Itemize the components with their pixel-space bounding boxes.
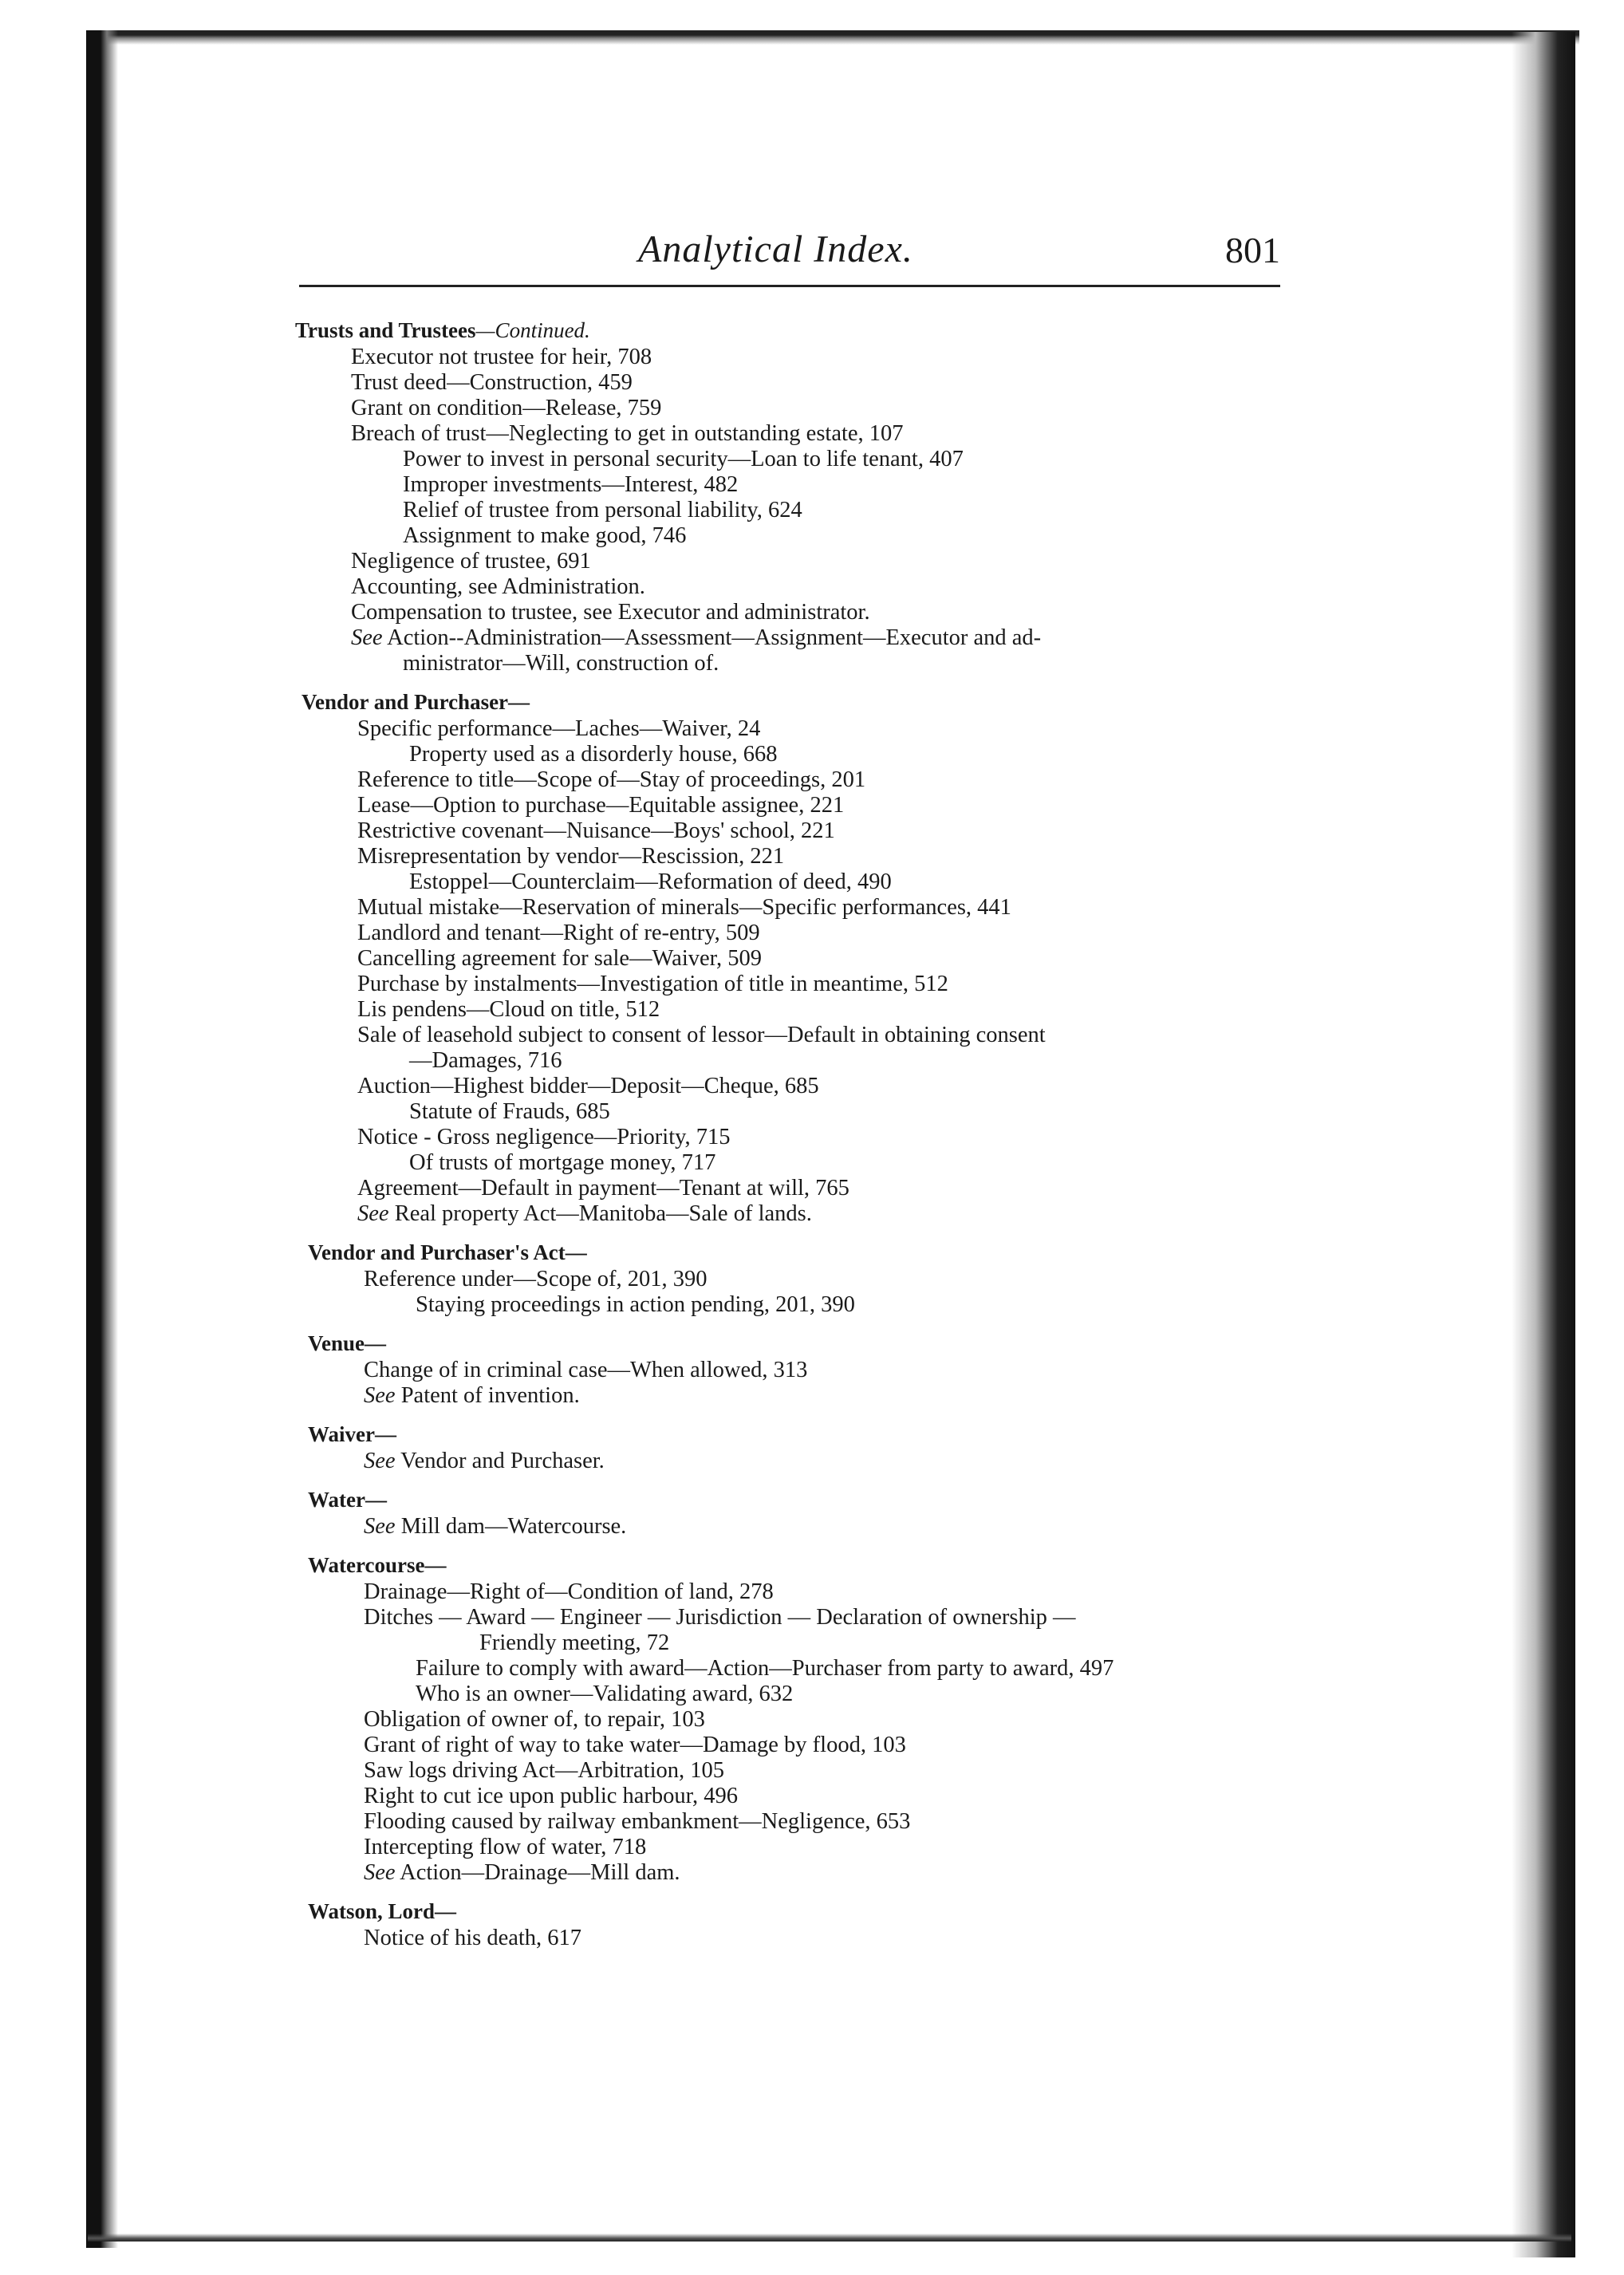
index-heading-text: Trusts and Trustees	[295, 318, 476, 342]
see-reference-label: See	[364, 1514, 396, 1539]
index-heading	[308, 1897, 1324, 1926]
index-subentry-text: Estoppel—Counterclaim—Reformation of deed, 490	[409, 869, 892, 894]
index-subentry	[302, 742, 1324, 767]
page-number: 801	[1225, 230, 1280, 270]
scan-edge-bottom	[88, 2234, 1571, 2241]
index-subentry-text: Power to invest in personal security—Loan to life tenant, 407	[403, 447, 964, 471]
index-subentry-text: Auction—Highest bidder—Deposit—Cheque, 685	[357, 1074, 819, 1098]
see-reference-label: See	[357, 1201, 389, 1226]
index-subentry-text: Compensation to trustee, see Executor and administrator.	[351, 600, 870, 625]
index-subentry	[302, 1125, 1324, 1150]
index-subentry	[308, 1514, 1324, 1540]
index-subentry-text: Action--Administration—Assessment—Assignment—Executor and ad-	[382, 625, 1042, 650]
index-subentry-text: Grant of right of way to take water—Damage by flood, 103	[364, 1733, 906, 1757]
index-entry	[308, 1329, 1324, 1409]
see-reference-label: See	[364, 1860, 396, 1885]
index-subentry-text: Action—Drainage—Mill dam.	[395, 1860, 680, 1885]
index-subentry	[308, 1809, 1324, 1835]
index-subentry-text: Friendly meeting, 72	[479, 1630, 670, 1655]
index-subentry-text: Vendor and Purchaser.	[395, 1449, 605, 1473]
index-subentry	[308, 1656, 1324, 1682]
index-subentry	[302, 844, 1324, 869]
index-subentry	[302, 869, 1324, 895]
index-body	[295, 316, 1324, 1962]
index-heading-text: Waiver—	[308, 1422, 396, 1446]
index-heading	[308, 1551, 1324, 1579]
index-heading-text: Watson, Lord—	[308, 1899, 457, 1923]
index-heading-text: Watercourse—	[308, 1553, 447, 1577]
index-subentry	[308, 1733, 1324, 1758]
index-subentry-text: Notice - Gross negligence—Priority, 715	[357, 1125, 731, 1149]
see-reference-label: See	[351, 625, 383, 650]
index-subentry-text: Trust deed—Construction, 459	[351, 370, 633, 395]
index-subentry	[302, 1074, 1324, 1099]
index-subentry-text: Reference under—Scope of, 201, 390	[364, 1267, 708, 1291]
index-subentry	[302, 1048, 1324, 1074]
index-heading	[302, 688, 1324, 716]
index-subentry-text: ministrator—Will, construction of.	[403, 651, 719, 676]
index-subentry	[295, 472, 1324, 498]
index-subentry-text: Landlord and tenant—Right of re-entry, 509	[357, 921, 760, 945]
index-subentry	[308, 1758, 1324, 1784]
index-subentry-text: Negligence of trustee, 691	[351, 549, 591, 574]
index-subentry	[308, 1292, 1324, 1318]
index-heading	[295, 316, 1324, 345]
index-entry	[308, 1238, 1324, 1318]
index-subentry-text: Of trusts of mortgage money, 717	[409, 1150, 716, 1175]
index-subentry	[308, 1630, 1324, 1656]
index-subentry	[302, 895, 1324, 921]
index-subentry-text: Statute of Frauds, 685	[409, 1099, 610, 1124]
index-subentry-text: Who is an owner—Validating award, 632	[416, 1682, 794, 1706]
see-reference-label: See	[364, 1449, 396, 1473]
index-subentry-text: Agreement—Default in payment—Tenant at will, 765	[357, 1176, 849, 1201]
index-subentry-text: —Damages, 716	[409, 1048, 562, 1073]
scan-edge-right	[1512, 32, 1575, 2257]
index-heading-suffix: —Continued.	[475, 318, 590, 342]
index-subentry	[295, 549, 1324, 574]
index-subentry-text: Mutual mistake—Reservation of minerals—Specific performances, 441	[357, 895, 1011, 920]
index-entry	[308, 1420, 1324, 1474]
index-heading	[308, 1329, 1324, 1358]
index-subentry	[302, 997, 1324, 1023]
index-heading	[308, 1485, 1324, 1514]
index-subentry	[295, 523, 1324, 549]
index-subentry	[295, 498, 1324, 523]
index-subentry	[295, 370, 1324, 396]
index-heading-text: Vendor and Purchaser—	[302, 690, 530, 714]
index-subentry	[308, 1605, 1324, 1630]
index-heading	[308, 1238, 1324, 1267]
index-subentry-text: Drainage—Right of—Condition of land, 278	[364, 1579, 774, 1604]
index-subentry	[302, 1150, 1324, 1176]
index-subentry	[302, 921, 1324, 946]
index-subentry-text: Cancelling agreement for sale—Waiver, 509	[357, 946, 762, 971]
index-subentry	[308, 1449, 1324, 1474]
index-subentry	[295, 600, 1324, 625]
index-subentry	[295, 421, 1324, 447]
index-subentry	[302, 767, 1324, 793]
index-subentry-text: Sale of leasehold subject to consent of lessor—Default in obtaining consent	[357, 1023, 1046, 1047]
index-subentry-text: Improper investments—Interest, 482	[403, 472, 739, 497]
index-subentry	[295, 574, 1324, 600]
index-subentry-text: Real property Act—Manitoba—Sale of lands.	[388, 1201, 812, 1226]
index-subentry-text: Reference to title—Scope of—Stay of proceedings, 201	[357, 767, 866, 792]
index-subentry-text: Purchase by instalments—Investigation of title in meantime, 512	[357, 972, 948, 996]
index-subentry	[308, 1682, 1324, 1707]
index-subentry-text: Failure to comply with award—Action—Purchaser from party to award, 497	[416, 1656, 1114, 1681]
index-subentry-text: Accounting, see Administration.	[351, 574, 645, 599]
index-subentry-text: Change of in criminal case—When allowed, 313	[364, 1358, 808, 1382]
index-subentry	[302, 1023, 1324, 1048]
scan-edge-left	[86, 30, 118, 2248]
index-entry	[308, 1485, 1324, 1540]
index-subentry-text: Mill dam—Watercourse.	[395, 1514, 627, 1539]
index-subentry	[308, 1383, 1324, 1409]
index-subentry-text: Lis pendens—Cloud on title, 512	[357, 997, 660, 1022]
index-subentry	[308, 1860, 1324, 1886]
page-title: Analytical Index.	[638, 228, 913, 270]
index-entry	[308, 1551, 1324, 1886]
index-subentry	[302, 793, 1324, 818]
index-subentry	[308, 1926, 1324, 1951]
index-subentry-text: Patent of invention.	[395, 1383, 580, 1408]
index-subentry-text: Assignment to make good, 746	[403, 523, 687, 548]
index-subentry-text: Specific performance—Laches—Waiver, 24	[357, 716, 761, 741]
index-heading	[308, 1420, 1324, 1449]
index-subentry-text: Notice of his death, 617	[364, 1926, 582, 1950]
index-subentry-text: Flooding caused by railway embankment—Negligence, 653	[364, 1809, 911, 1834]
index-heading-text: Water—	[308, 1488, 387, 1512]
index-subentry	[295, 625, 1324, 651]
index-subentry	[302, 716, 1324, 742]
index-subentry-text: Right to cut ice upon public harbour, 496	[364, 1784, 739, 1808]
index-subentry	[295, 345, 1324, 370]
index-subentry	[295, 651, 1324, 676]
index-subentry	[295, 396, 1324, 421]
index-entry	[302, 688, 1324, 1227]
index-subentry	[302, 818, 1324, 844]
index-subentry	[308, 1267, 1324, 1292]
index-subentry-text: Misrepresentation by vendor—Rescission, 221	[357, 844, 785, 869]
index-subentry	[308, 1835, 1324, 1860]
index-subentry-text: Obligation of owner of, to repair, 103	[364, 1707, 705, 1732]
index-subentry-text: Property used as a disorderly house, 668	[409, 742, 778, 767]
index-subentry	[308, 1707, 1324, 1733]
index-subentry-text: Lease—Option to purchase—Equitable assignee, 221	[357, 793, 845, 818]
page-header	[299, 227, 1280, 291]
index-subentry-text: Grant on condition—Release, 759	[351, 396, 662, 420]
index-subentry	[302, 946, 1324, 972]
index-heading-text: Venue—	[308, 1331, 387, 1355]
index-subentry	[308, 1784, 1324, 1809]
index-entry	[295, 316, 1324, 676]
see-reference-label: See	[364, 1383, 396, 1408]
index-subentry	[295, 447, 1324, 472]
index-subentry-text: Breach of trust—Neglecting to get in outstanding estate, 107	[351, 421, 904, 446]
index-subentry	[302, 1176, 1324, 1201]
index-subentry-text: Relief of trustee from personal liability, 624	[403, 498, 802, 522]
index-entry	[308, 1897, 1324, 1951]
header-rule	[299, 285, 1280, 287]
index-subentry-text: Saw logs driving Act—Arbitration, 105	[364, 1758, 725, 1783]
index-subentry	[302, 972, 1324, 997]
index-heading-text: Vendor and Purchaser's Act—	[308, 1240, 587, 1264]
scan-edge-top	[88, 30, 1579, 45]
index-subentry-text: Ditches — Award — Engineer — Jurisdiction — Declaration of ownership —	[364, 1605, 1076, 1630]
index-subentry-text: Executor not trustee for heir, 708	[351, 345, 652, 369]
index-subentry-text: Restrictive covenant—Nuisance—Boys' school, 221	[357, 818, 835, 843]
index-subentry	[308, 1579, 1324, 1605]
index-subentry	[302, 1099, 1324, 1125]
index-subentry	[302, 1201, 1324, 1227]
index-subentry	[308, 1358, 1324, 1383]
index-subentry-text: Staying proceedings in action pending, 201, 390	[416, 1292, 855, 1317]
index-subentry-text: Intercepting flow of water, 718	[364, 1835, 647, 1859]
